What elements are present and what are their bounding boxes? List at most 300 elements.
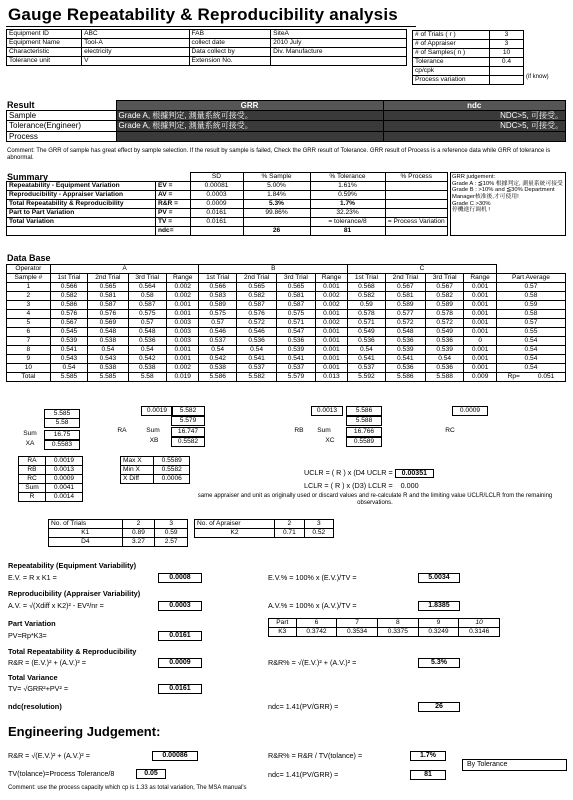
db-cell: 0.002 — [315, 292, 348, 301]
db-cell: 0.536 — [348, 337, 385, 346]
db-row — [7, 310, 566, 319]
xbar-stat-value: 0.5582 — [154, 466, 190, 475]
judgement-line: GRR judgement: — [452, 174, 496, 180]
appr-3: 3 — [304, 520, 333, 529]
db-cell: 0.541 — [385, 355, 425, 364]
db-cell: 0.548 — [385, 328, 425, 337]
database-table — [6, 264, 566, 382]
param-value: 0.4 — [490, 58, 524, 67]
ndc-value: 26 — [418, 702, 460, 712]
ra-label: RA — [117, 427, 127, 434]
param-row — [413, 76, 524, 85]
db-cell: 0.001 — [464, 292, 497, 301]
result-heading: Result — [7, 100, 35, 110]
db-total-cell: 5.592 — [348, 373, 385, 382]
result-grr: Grade A, 根據判定, 測量系統可接受。 — [116, 121, 383, 131]
info-cell: Characteristic — [7, 48, 82, 57]
db-cell: 0.578 — [425, 310, 463, 319]
db-cell: 0.589 — [199, 301, 236, 310]
range-stat-label: R — [19, 493, 46, 502]
av-formula: A.V. = √(Xdiff x K2)² - EV²/nr = — [8, 601, 104, 610]
summary-col-sample: % Sample — [243, 173, 310, 182]
db-cell: 0.541 — [236, 355, 276, 364]
trials-2: 2 — [122, 520, 155, 529]
param-label: Process variation — [413, 76, 490, 85]
eng-rrp-formula: R&R% = R&R / TV(tolance) = — [268, 751, 363, 760]
db-cell: 2 — [7, 292, 51, 301]
db-cell: 0.001 — [315, 364, 348, 373]
param-label: # of Trials ( r ) — [413, 31, 490, 40]
k3-cell: 0.3534 — [337, 628, 378, 637]
result-table — [6, 100, 566, 142]
db-cell: 0.54 — [236, 346, 276, 355]
summary-cell: Part to Part Variation — [7, 209, 156, 218]
k3-header-cell: 9 — [418, 619, 459, 628]
summary-cell: 81 — [310, 227, 385, 236]
xa-label: XA — [25, 440, 35, 447]
lcl-value: 0.000 — [400, 481, 419, 490]
db-cell: 0 — [464, 337, 497, 346]
db-col-header: 3rd Trial — [128, 274, 166, 283]
xbar-stats-table — [120, 456, 190, 484]
info-table — [6, 29, 407, 66]
db-col-header: 2nd Trial — [236, 274, 276, 283]
db-cell: 0.003 — [166, 319, 199, 328]
db-cell: 0.567 — [425, 283, 463, 292]
db-cell: 0.583 — [199, 292, 236, 301]
db-cell: 0.54 — [496, 355, 565, 364]
db-cell: 8 — [7, 346, 51, 355]
rr-formula: R&R = (E.V.)² + (A.V.)² = — [8, 658, 86, 667]
info-cell: Div. Manufacture — [271, 48, 407, 57]
summary-cell: 0.0161 — [190, 209, 243, 218]
db-cell: 0.59 — [496, 301, 565, 310]
trials-constants-table — [48, 519, 188, 547]
db-cell: 5 — [7, 319, 51, 328]
param-row — [413, 58, 524, 67]
db-cell: 0.568 — [348, 283, 385, 292]
ucl-label: UCLR = ( R ) x (D4 UCLR = — [304, 468, 393, 477]
summary-row — [7, 191, 448, 200]
db-cell: 0.577 — [385, 310, 425, 319]
operator-b: B — [199, 265, 348, 274]
result-row — [7, 111, 566, 121]
rp-value: 0.051 — [537, 373, 555, 381]
db-cell: 0.545 — [50, 328, 87, 337]
summary-cell — [385, 200, 448, 209]
summary-cell: ndc= — [156, 227, 191, 236]
db-cell: 0.57 — [496, 283, 565, 292]
range-stat-value: 0.0041 — [46, 484, 83, 493]
db-cell: 0.539 — [425, 346, 463, 355]
summary-row — [7, 218, 448, 227]
db-cell: 0.541 — [50, 346, 87, 355]
k3-cell: 0.3146 — [459, 628, 500, 637]
db-cell: 0.001 — [315, 283, 348, 292]
by-tolerance-label: By Tolerance — [462, 759, 567, 771]
evp-value: 5.0034 — [418, 573, 460, 583]
appr-2: 2 — [275, 520, 304, 529]
db-cell: 4 — [7, 310, 51, 319]
range-stat-value: 0.0013 — [46, 466, 83, 475]
db-row — [7, 283, 566, 292]
ndc-title: ndc(resolution) — [8, 702, 62, 711]
k3-header-cell: 8 — [377, 619, 418, 628]
db-cell: 0.543 — [88, 355, 128, 364]
judgement-line: Grade B : >10% and ≦30% Department Manager核准後,才可使用! — [452, 187, 555, 200]
db-cell: 0.001 — [464, 310, 497, 319]
judgement-box — [450, 172, 566, 236]
db-cell: 0.581 — [385, 292, 425, 301]
db-cell: 0.001 — [315, 310, 348, 319]
db-col-header: Range — [464, 274, 497, 283]
subtotal-a2: 5.58 — [44, 418, 80, 428]
sum-b-label: Sum — [146, 427, 160, 434]
param-value — [490, 76, 524, 85]
db-cell: 0.538 — [88, 364, 128, 373]
k3-table — [268, 618, 500, 637]
db-cell: 0.536 — [385, 337, 425, 346]
limits-note: same appraiser and unit as originally used or discard values and re-calculate R and the limiting value UCLR/LCLR from the remaining observations. — [197, 493, 553, 506]
appraiser-label: No. of Apraiser — [195, 520, 275, 529]
av-title: Reproducibility (Appraiser Variability) — [8, 589, 141, 598]
db-cell: 6 — [7, 328, 51, 337]
db-cell: 0.582 — [50, 292, 87, 301]
result-grr — [116, 131, 383, 141]
param-label: # of Appraiser — [413, 40, 490, 49]
result-ndc: NDC>5, 可接受。 — [383, 111, 566, 121]
sum-c: 16.766 — [346, 427, 382, 437]
summary-cell: TV = — [156, 218, 191, 227]
xbar-c: 0.5589 — [346, 437, 382, 447]
db-cell: 0.536 — [236, 337, 276, 346]
operator-label: Operator — [7, 265, 51, 274]
summary-cell: 99.86% — [243, 209, 310, 218]
db-total-cell: 5.588 — [425, 373, 463, 382]
tv-value: 0.0161 — [158, 684, 202, 694]
summary-cell: 5.00% — [243, 182, 310, 191]
operator-c: C — [348, 265, 497, 274]
summary-cell — [243, 218, 310, 227]
db-cell: 0.571 — [348, 319, 385, 328]
rr-title: Total Repeatability & Reproducibility — [8, 647, 137, 656]
summary-cell: Repeatability - Equipment Variation — [7, 182, 156, 191]
db-col-header: Range — [315, 274, 348, 283]
result-row — [7, 131, 566, 141]
ndc-formula: ndc= 1.41(PV/GRR) = — [268, 702, 339, 711]
avp-value: 1.8385 — [418, 601, 460, 611]
db-cell: 0.565 — [88, 283, 128, 292]
range-stat-label: Sum — [19, 484, 46, 493]
k1-2: 0.89 — [122, 529, 155, 538]
db-cell: 0.54 — [128, 346, 166, 355]
db-cell: 0.543 — [50, 355, 87, 364]
db-cell: 0.542 — [128, 355, 166, 364]
info-cell: 2010 July — [271, 39, 407, 48]
db-cell: 9 — [7, 355, 51, 364]
pv-value: 0.0161 — [158, 631, 202, 641]
xb-label: XB — [149, 437, 159, 444]
db-total-cell: 0.019 — [166, 373, 199, 382]
param-value — [490, 67, 524, 76]
summary-cell: 0.0003 — [190, 191, 243, 200]
db-cell: 0.54 — [50, 364, 87, 373]
summary-cell: Reproducibility - Appraiser Variation — [7, 191, 156, 200]
params-table — [412, 30, 524, 85]
db-cell: 0.54 — [496, 364, 565, 373]
db-row — [7, 355, 566, 364]
db-cell: 0.576 — [88, 310, 128, 319]
db-cell: 0.537 — [236, 364, 276, 373]
lcl-label: LCLR = ( R ) x (D3) LCLR = — [304, 481, 393, 490]
db-cell: 0.575 — [128, 310, 166, 319]
param-row — [413, 49, 524, 58]
part-average-header: Part Average — [496, 274, 565, 283]
range-stat-value: 0.0019 — [46, 457, 83, 466]
summary-cell: 1.7% — [310, 200, 385, 209]
ucl-formula — [304, 469, 434, 478]
db-total-cell: 5.585 — [88, 373, 128, 382]
d4-3: 2.57 — [155, 538, 188, 547]
sample-label: Sample # — [7, 274, 51, 283]
db-cell: 0.538 — [199, 364, 236, 373]
db-cell: 0.001 — [464, 319, 497, 328]
pv-formula: PV=Rp*K3= — [8, 631, 47, 640]
db-cell: 0.572 — [425, 319, 463, 328]
xbar-stat-value: 0.0006 — [154, 475, 190, 484]
db-col-header: 2nd Trial — [385, 274, 425, 283]
result-grr: Grade A, 根據判定, 測量系統可接受。 — [116, 111, 383, 121]
range-stat-row — [19, 466, 83, 475]
db-cell: 3 — [7, 301, 51, 310]
k3-header-cell: Part — [269, 619, 297, 628]
db-col-header: 3rd Trial — [425, 274, 463, 283]
db-cell: 0.001 — [315, 355, 348, 364]
k2-label: K2 — [195, 529, 275, 538]
info-row — [7, 39, 407, 48]
db-cell: 0.586 — [50, 301, 87, 310]
ucl-value: 0.00351 — [395, 469, 434, 478]
db-cell: 0.539 — [385, 346, 425, 355]
info-row — [7, 48, 407, 57]
db-cell: 0.566 — [199, 283, 236, 292]
info-cell: electricity — [82, 48, 189, 57]
appraiser-constants-table — [194, 519, 334, 538]
info-cell: Tool-A — [82, 39, 189, 48]
summary-cell: 32.23% — [310, 209, 385, 218]
db-cell: 0.539 — [277, 346, 315, 355]
db-cell: 0.536 — [425, 364, 463, 373]
database-heading: Data Base — [7, 253, 51, 263]
db-cell: 0.566 — [50, 283, 87, 292]
info-cell: Equipment ID — [7, 30, 82, 39]
k3-cell: 0.3375 — [377, 628, 418, 637]
db-cell: 0.54 — [496, 337, 565, 346]
subtotal-c1: 5.586 — [346, 406, 382, 416]
rc-label: RC — [445, 427, 455, 434]
summary-cell: = tolerance/8 — [310, 218, 385, 227]
db-cell: 0.541 — [348, 355, 385, 364]
db-cell: 0.575 — [277, 310, 315, 319]
db-cell: 0.536 — [277, 337, 315, 346]
judgement-line: Grade C >30% — [452, 200, 491, 207]
db-total-cell: 5.586 — [385, 373, 425, 382]
db-cell: 0.54 — [88, 346, 128, 355]
db-cell: 0.546 — [199, 328, 236, 337]
summary-col-tolerance: % Tolerance — [310, 173, 385, 182]
summary-cell: 5.3% — [243, 200, 310, 209]
subtotal-range-total: 0.0009 — [452, 406, 488, 416]
k3-header-cell: 7 — [337, 619, 378, 628]
evp-formula: E.V.% = 100% x (E.V.)/TV = — [268, 573, 357, 582]
info-cell: V — [82, 57, 189, 66]
summary-cell: 1.61% — [310, 182, 385, 191]
summary-row — [7, 227, 448, 236]
d4-label: D4 — [49, 538, 123, 547]
db-cell: 0.587 — [88, 301, 128, 310]
db-cell: 0.54 — [425, 355, 463, 364]
db-cell: 0.549 — [425, 328, 463, 337]
k3-cell: K3 — [269, 628, 297, 637]
subtotal-c2: 5.588 — [346, 416, 382, 426]
db-cell: 0.58 — [128, 292, 166, 301]
db-cell: 0.565 — [236, 283, 276, 292]
db-cell: 1 — [7, 283, 51, 292]
db-cell: 0.003 — [166, 328, 199, 337]
db-cell: 0.001 — [315, 346, 348, 355]
grr-header: GRR — [116, 101, 383, 111]
db-cell: 0.536 — [128, 337, 166, 346]
pv-title: Part Variation — [8, 619, 56, 628]
rp-label: Rp= — [507, 373, 520, 381]
summary-cell: 26 — [243, 227, 310, 236]
db-cell: 0.547 — [277, 328, 315, 337]
db-cell: 0.57 — [199, 319, 236, 328]
range-stat-row — [19, 484, 83, 493]
rrp-value: 5.3% — [418, 658, 460, 668]
db-cell: 0.567 — [385, 283, 425, 292]
db-cell: 0.54 — [199, 346, 236, 355]
summary-cell — [385, 182, 448, 191]
db-cell: 0.59 — [348, 301, 385, 310]
db-cell: 0.576 — [236, 310, 276, 319]
info-cell: collect date — [189, 39, 271, 48]
db-cell: 0.572 — [236, 319, 276, 328]
k3-header-cell: 10 — [459, 619, 500, 628]
db-cell: 0.001 — [166, 346, 199, 355]
db-cell: 0.587 — [277, 301, 315, 310]
summary-row — [7, 200, 448, 209]
trials-label: No. of Trials — [49, 520, 123, 529]
result-label: Process — [7, 131, 117, 141]
db-total-row — [7, 373, 566, 382]
db-cell: 10 — [7, 364, 51, 373]
db-row — [7, 319, 566, 328]
db-cell: 0.581 — [88, 292, 128, 301]
db-total-cell: 5.586 — [199, 373, 236, 382]
subtotal-c-range: 0.0013 — [311, 406, 343, 416]
range-stats-table — [18, 456, 83, 502]
info-cell — [271, 57, 407, 66]
k2-3: 0.52 — [304, 529, 333, 538]
param-label: Tolerance — [413, 58, 490, 67]
summary-cell: Total Repeatability & Reproducibility — [7, 200, 156, 209]
k1-label: K1 — [49, 529, 123, 538]
summary-cell — [385, 191, 448, 200]
result-row — [7, 121, 566, 131]
eng-rr-formula: R&R = √(E.V.)² + (A.V.)² = — [8, 751, 90, 760]
db-cell: 0.001 — [464, 364, 497, 373]
sum-a-label: Sum — [23, 430, 37, 437]
trials-3: 3 — [155, 520, 188, 529]
eng-tv-value: 0.05 — [136, 769, 166, 779]
summary-cell: 0.0009 — [190, 200, 243, 209]
db-cell: 0.57 — [496, 319, 565, 328]
db-total-cell: 0.013 — [315, 373, 348, 382]
subtotal-a1: 5.585 — [44, 409, 80, 419]
db-cell: 0.549 — [348, 328, 385, 337]
db-cell: 0.548 — [88, 328, 128, 337]
db-col-header: 1st Trial — [199, 274, 236, 283]
k3-cell: 0.3249 — [418, 628, 459, 637]
db-cell: 0.567 — [50, 319, 87, 328]
db-cell: 0.542 — [199, 355, 236, 364]
tv-formula: TV= √GRR²+PV² = — [8, 684, 69, 693]
db-row — [7, 346, 566, 355]
range-stat-row — [19, 475, 83, 484]
db-total-cell: 5.582 — [236, 373, 276, 382]
db-cell: 0.538 — [88, 337, 128, 346]
xbar-stat-row — [121, 466, 190, 475]
summary-cell: R&R = — [156, 200, 191, 209]
result-ndc: NDC>5, 可接受。 — [383, 121, 566, 131]
db-total-cell — [496, 373, 565, 382]
db-cell: 0.002 — [166, 364, 199, 373]
result-comment: Comment: The GRR of sample has great effect by sample selection. If the result by sample is failed, Check the GRR result of Tolerance. GRR result of Process is a reference data while GRR of tolerance is abnormal. — [7, 148, 551, 161]
judgement-line: Grade A : ≦10% 根據判定, 測量系統可接受 — [452, 180, 563, 187]
xbar-stat-row — [121, 475, 190, 484]
param-row — [413, 31, 524, 40]
db-row — [7, 364, 566, 373]
summary-table — [6, 172, 448, 236]
k2-2: 0.71 — [275, 529, 304, 538]
xbar-a: 0.5583 — [44, 440, 80, 450]
db-cell: 0.001 — [464, 355, 497, 364]
result-label: Sample — [7, 111, 117, 121]
summary-row — [7, 182, 448, 191]
subtotal-b1: 5.582 — [171, 406, 205, 416]
summary-cell — [190, 227, 243, 236]
summary-cell: 0.59% — [310, 191, 385, 200]
sum-c-label: Sum — [317, 427, 331, 434]
db-row — [7, 328, 566, 337]
summary-col-process: % Process — [385, 173, 448, 182]
summary-cell: AV = — [156, 191, 191, 200]
sum-a: 16.75 — [44, 430, 80, 440]
title-underline — [6, 26, 416, 27]
subtotal-b2: 5.579 — [171, 416, 205, 426]
summary-cell — [385, 209, 448, 218]
db-cell: 0.001 — [315, 328, 348, 337]
db-cell: 0.58 — [496, 310, 565, 319]
info-cell: SiteA — [271, 30, 407, 39]
summary-cell: Total Variation — [7, 218, 156, 227]
summary-cell: 1.84% — [243, 191, 310, 200]
range-stat-value: 0.0009 — [46, 475, 83, 484]
db-cell: 0.001 — [464, 283, 497, 292]
db-cell: 0.565 — [277, 283, 315, 292]
range-stat-label: RA — [19, 457, 46, 466]
